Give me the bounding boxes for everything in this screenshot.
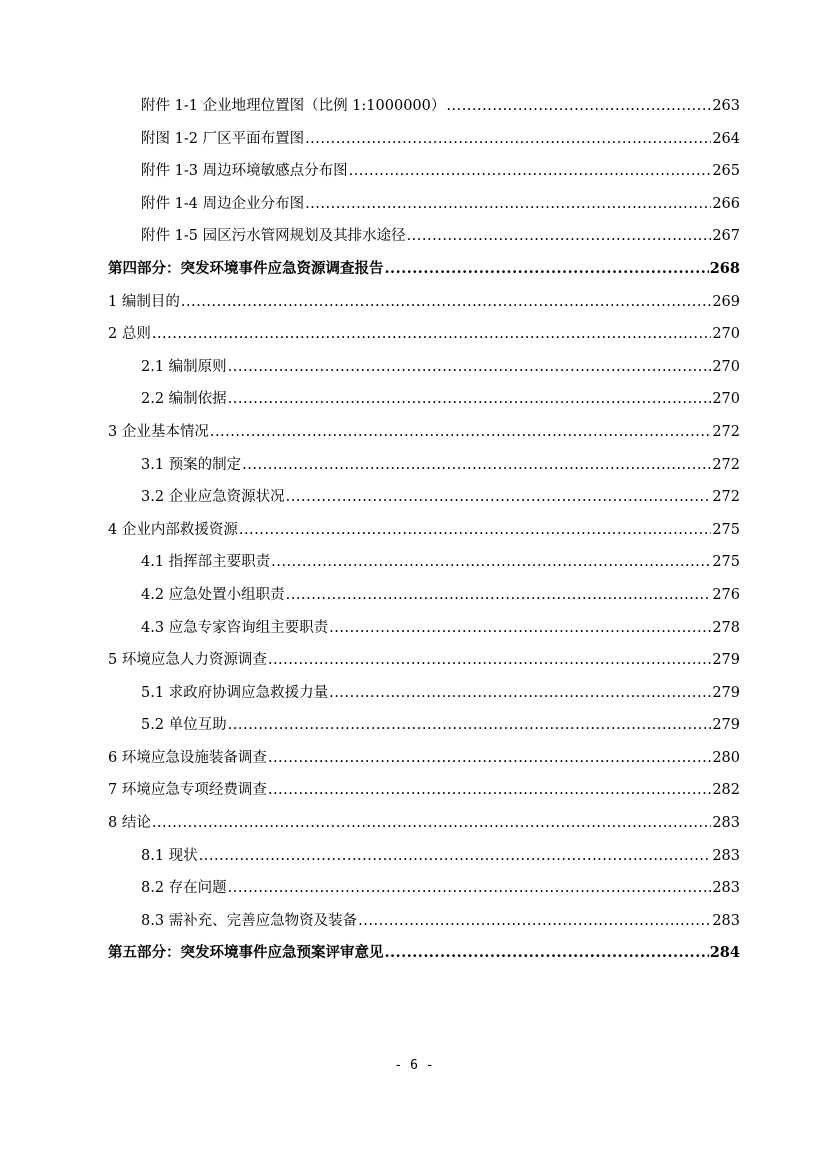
toc-entry-page: 270 — [712, 358, 740, 375]
toc-dot-leader — [385, 253, 709, 286]
toc-dot-leader — [242, 449, 711, 482]
toc-dot-leader — [385, 937, 709, 970]
toc-dot-leader — [358, 905, 711, 938]
toc-dot-leader — [239, 514, 711, 547]
toc-dot-leader — [271, 546, 711, 579]
toc-entry[interactable] — [108, 286, 740, 319]
toc-entry[interactable] — [108, 709, 740, 742]
toc-entry-page: 279 — [712, 652, 740, 669]
toc-entry-page: 275 — [712, 554, 740, 571]
toc-dot-leader — [407, 220, 712, 253]
toc-entry-page: 268 — [709, 259, 740, 277]
toc-entry-title: 第四部分：突发环境事件应急资源调查报告 — [108, 259, 384, 277]
toc-entry-page: 283 — [712, 912, 740, 929]
toc-entry[interactable] — [108, 318, 740, 351]
toc-entry-page: 269 — [712, 293, 740, 310]
toc-entry-title: 8.2 存在问题 — [141, 880, 227, 897]
toc-entry-title: 5.1 求政府协调应急救援力量 — [141, 684, 329, 701]
toc-entry[interactable] — [108, 774, 740, 807]
toc-entry[interactable] — [108, 807, 740, 840]
toc-dot-leader — [329, 612, 711, 645]
toc-dot-leader — [349, 155, 712, 188]
toc-dot-leader — [268, 644, 711, 677]
toc-entry-page: 266 — [712, 195, 740, 212]
toc-entry[interactable] — [108, 612, 740, 645]
toc-entry[interactable] — [108, 123, 740, 156]
toc-entry-page: 272 — [712, 456, 740, 473]
toc-entry[interactable] — [108, 742, 740, 775]
toc-entry-page: 278 — [712, 619, 740, 636]
toc-entry[interactable] — [108, 416, 740, 449]
toc-entry-title: 附件 1-4 周边企业分布图 — [141, 195, 305, 212]
toc-entry[interactable] — [108, 514, 740, 547]
toc-entry-title: 2 总则 — [108, 326, 151, 343]
toc-entry[interactable] — [108, 253, 740, 286]
toc-entry-title: 6 环境应急设施装备调查 — [108, 749, 267, 766]
toc-entry[interactable] — [108, 840, 740, 873]
toc-dot-leader — [228, 709, 712, 742]
toc-dot-leader — [152, 318, 711, 351]
toc-entry-title: 8 结论 — [108, 815, 151, 832]
toc-entry-page: 276 — [712, 586, 740, 603]
toc-entry-page: 283 — [712, 880, 740, 897]
toc-entry-page: 270 — [712, 326, 740, 343]
toc-entry-page: 279 — [712, 717, 740, 734]
toc-dot-leader — [199, 840, 712, 873]
toc-entry-page: 263 — [712, 98, 740, 114]
toc-entry-title: 5 环境应急人力资源调查 — [108, 652, 267, 669]
toc-entry-title: 附件 1-5 园区污水管网规划及其排水途径 — [141, 228, 406, 245]
toc-entry-title: 3.1 预案的制定 — [141, 456, 242, 473]
toc-entry[interactable] — [108, 905, 740, 938]
toc-dot-leader — [329, 677, 711, 710]
toc-entry-title: 3 企业基本情况 — [108, 423, 209, 440]
toc-entry-page: 275 — [712, 521, 740, 538]
toc-entry-page: 280 — [712, 749, 740, 766]
toc-entry[interactable] — [108, 644, 740, 677]
toc-entry[interactable] — [108, 546, 740, 579]
toc-entry-title: 2.2 编制依据 — [141, 391, 227, 408]
toc-dot-leader — [268, 774, 711, 807]
toc-entry-title: 附图 1-2 厂区平面布置图 — [141, 130, 305, 147]
toc-dot-leader — [286, 579, 712, 612]
toc-entry-page: 267 — [712, 228, 740, 245]
toc-entry[interactable] — [108, 937, 740, 970]
toc-entry[interactable] — [108, 155, 740, 188]
toc-entry-title: 3.2 企业应急资源状况 — [141, 489, 285, 506]
toc-dot-leader — [152, 807, 711, 840]
toc-dot-leader — [228, 872, 712, 905]
toc-dot-leader — [181, 286, 711, 319]
toc-entry-page: 279 — [712, 684, 740, 701]
toc-entry-page: 270 — [712, 391, 740, 408]
toc-entry-title: 4.2 应急处置小组职责 — [141, 586, 285, 603]
toc-entry-page: 282 — [712, 782, 740, 799]
toc-entry-title: 8.3 需补充、完善应急物资及装备 — [141, 912, 358, 929]
page-number: - 6 - — [394, 1058, 434, 1073]
toc-entry[interactable] — [108, 677, 740, 710]
toc-entry-page: 283 — [712, 815, 740, 832]
toc-entry-title: 1 编制目的 — [108, 293, 180, 310]
toc-entry-title: 附件 1-1 企业地理位置图（比例 1:1000000） — [141, 98, 446, 114]
toc-entry-title: 4.3 应急专家咨询组主要职责 — [141, 619, 329, 636]
toc-entry-page: 284 — [709, 944, 740, 962]
toc-entry-page: 283 — [712, 847, 740, 864]
toc-dot-leader — [228, 383, 712, 416]
toc-entry-title: 8.1 现状 — [141, 847, 198, 864]
toc-entry[interactable] — [108, 579, 740, 612]
toc-dot-leader — [446, 90, 711, 123]
toc-dot-leader — [305, 123, 711, 156]
toc-dot-leader — [305, 188, 711, 221]
table-of-contents — [108, 90, 740, 970]
toc-entry[interactable] — [108, 383, 740, 416]
toc-entry-title: 第五部分：突发环境事件应急预案评审意见 — [108, 944, 384, 962]
toc-entry-title: 5.2 单位互助 — [141, 717, 227, 734]
toc-entry[interactable] — [108, 351, 740, 384]
toc-dot-leader — [228, 351, 712, 384]
toc-dot-leader — [268, 742, 711, 775]
toc-entry-title: 附件 1-3 周边环境敏感点分布图 — [141, 163, 348, 180]
toc-entry-page: 264 — [712, 130, 740, 147]
toc-entry-title: 7 环境应急专项经费调查 — [108, 782, 267, 799]
toc-entry-page: 265 — [712, 163, 740, 180]
toc-entry-title: 2.1 编制原则 — [141, 358, 227, 375]
toc-entry-title: 4.1 指挥部主要职责 — [141, 554, 271, 571]
toc-entry[interactable] — [108, 90, 740, 123]
toc-dot-leader — [210, 416, 711, 449]
toc-entry[interactable] — [108, 220, 740, 253]
toc-entry-page: 272 — [712, 423, 740, 440]
toc-entry[interactable] — [108, 188, 740, 221]
toc-entry-title: 4 企业内部救援资源 — [108, 521, 238, 538]
toc-entry[interactable] — [108, 481, 740, 514]
toc-entry[interactable] — [108, 449, 740, 482]
toc-entry-page: 272 — [712, 489, 740, 506]
toc-dot-leader — [286, 481, 712, 514]
toc-entry[interactable] — [108, 872, 740, 905]
